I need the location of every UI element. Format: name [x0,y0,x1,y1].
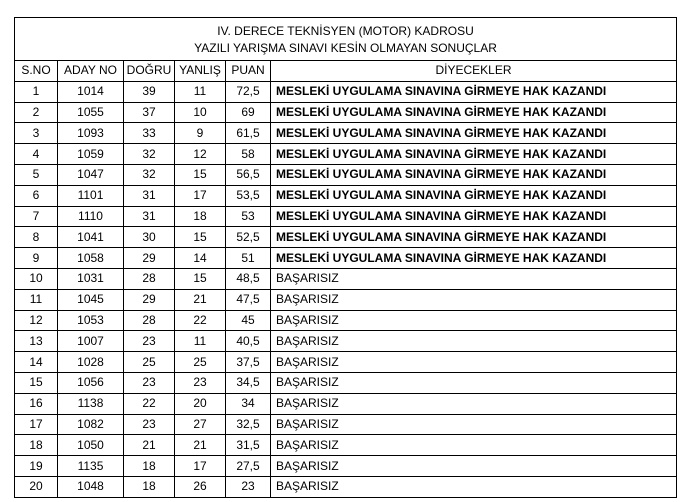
cell-sno: 14 [15,352,58,373]
cell-aday-no: 1093 [58,123,124,144]
header-row [15,61,677,82]
table-row [15,414,677,435]
cell-sno: 15 [15,372,58,393]
cell-yanlis: 27 [175,414,226,435]
cell-puan: 23 [226,476,271,497]
cell-sno: 5 [15,164,58,185]
cell-yanlis: 11 [175,331,226,352]
cell-aday-no: 1031 [58,268,124,289]
cell-yanlis: 23 [175,372,226,393]
table-row [15,102,677,123]
cell-puan: 53 [226,206,271,227]
cell-dogru: 22 [124,393,175,414]
cell-puan: 58 [226,144,271,165]
cell-yanlis: 15 [175,268,226,289]
cell-aday-no: 1056 [58,372,124,393]
cell-dogru: 25 [124,352,175,373]
table-row [15,81,677,102]
table-row [15,164,677,185]
cell-aday-no: 1082 [58,414,124,435]
table-row [15,123,677,144]
cell-yanlis: 22 [175,310,226,331]
table-row [15,227,677,248]
cell-diyecekler: MESLEKİ UYGULAMA SINAVINA GİRMEYE HAK KAZANDI [271,206,677,227]
cell-puan: 45 [226,310,271,331]
title-row [15,18,677,61]
cell-aday-no: 1135 [58,456,124,477]
cell-dogru: 29 [124,289,175,310]
table-row [15,310,677,331]
cell-puan: 51 [226,248,271,269]
cell-puan: 27,5 [226,456,271,477]
cell-yanlis: 18 [175,206,226,227]
table-row [15,289,677,310]
table-row [15,393,677,414]
cell-diyecekler: MESLEKİ UYGULAMA SINAVINA GİRMEYE HAK KAZANDI [271,123,677,144]
cell-sno: 6 [15,185,58,206]
cell-diyecekler: BAŞARISIZ [271,372,677,393]
cell-sno: 9 [15,248,58,269]
cell-sno: 12 [15,310,58,331]
cell-aday-no: 1055 [58,102,124,123]
cell-yanlis: 26 [175,476,226,497]
cell-aday-no: 1041 [58,227,124,248]
title-line-1: IV. DERECE TEKNİSYEN (MOTOR) KADROSU [217,24,474,38]
cell-puan: 47,5 [226,289,271,310]
results-sheet [14,17,677,498]
cell-puan: 32,5 [226,414,271,435]
cell-yanlis: 15 [175,164,226,185]
cell-puan: 52,5 [226,227,271,248]
cell-diyecekler: BAŞARISIZ [271,352,677,373]
cell-sno: 18 [15,435,58,456]
cell-aday-no: 1047 [58,164,124,185]
table-row [15,268,677,289]
cell-sno: 7 [15,206,58,227]
cell-yanlis: 12 [175,144,226,165]
table-row [15,352,677,373]
results-table [14,17,677,498]
column-header-diyecekler: DİYECEKLER [271,61,677,82]
cell-puan: 34,5 [226,372,271,393]
cell-puan: 69 [226,102,271,123]
cell-aday-no: 1138 [58,393,124,414]
cell-dogru: 30 [124,227,175,248]
cell-sno: 1 [15,81,58,102]
table-row [15,372,677,393]
cell-yanlis: 25 [175,352,226,373]
cell-dogru: 33 [124,123,175,144]
cell-yanlis: 21 [175,289,226,310]
cell-dogru: 18 [124,456,175,477]
cell-aday-no: 1050 [58,435,124,456]
cell-aday-no: 1053 [58,310,124,331]
cell-puan: 40,5 [226,331,271,352]
cell-yanlis: 20 [175,393,226,414]
cell-dogru: 39 [124,81,175,102]
cell-yanlis: 15 [175,227,226,248]
cell-dogru: 28 [124,268,175,289]
cell-yanlis: 14 [175,248,226,269]
table-row [15,331,677,352]
cell-yanlis: 11 [175,81,226,102]
cell-dogru: 31 [124,206,175,227]
cell-dogru: 21 [124,435,175,456]
cell-puan: 56,5 [226,164,271,185]
column-header-dogru: DOĞRU [124,61,175,82]
cell-sno: 8 [15,227,58,248]
cell-diyecekler: MESLEKİ UYGULAMA SINAVINA GİRMEYE HAK KAZANDI [271,185,677,206]
cell-sno: 19 [15,456,58,477]
cell-puan: 34 [226,393,271,414]
cell-dogru: 23 [124,372,175,393]
cell-diyecekler: MESLEKİ UYGULAMA SINAVINA GİRMEYE HAK KAZANDI [271,227,677,248]
cell-diyecekler: BAŞARISIZ [271,414,677,435]
cell-puan: 31,5 [226,435,271,456]
cell-sno: 17 [15,414,58,435]
column-header-yanlis: YANLIŞ [175,61,226,82]
cell-diyecekler: BAŞARISIZ [271,289,677,310]
cell-dogru: 23 [124,331,175,352]
cell-dogru: 31 [124,185,175,206]
table-row [15,206,677,227]
cell-diyecekler: BAŞARISIZ [271,476,677,497]
cell-dogru: 29 [124,248,175,269]
cell-yanlis: 17 [175,456,226,477]
cell-diyecekler: BAŞARISIZ [271,435,677,456]
cell-aday-no: 1028 [58,352,124,373]
cell-sno: 2 [15,102,58,123]
cell-yanlis: 9 [175,123,226,144]
cell-aday-no: 1014 [58,81,124,102]
cell-yanlis: 17 [175,185,226,206]
cell-diyecekler: MESLEKİ UYGULAMA SINAVINA GİRMEYE HAK KAZANDI [271,81,677,102]
cell-sno: 4 [15,144,58,165]
table-row [15,248,677,269]
cell-sno: 16 [15,393,58,414]
cell-sno: 11 [15,289,58,310]
cell-diyecekler: BAŞARISIZ [271,310,677,331]
table-row [15,144,677,165]
cell-diyecekler: BAŞARISIZ [271,393,677,414]
cell-puan: 53,5 [226,185,271,206]
cell-dogru: 28 [124,310,175,331]
cell-sno: 13 [15,331,58,352]
cell-sno: 3 [15,123,58,144]
cell-dogru: 37 [124,102,175,123]
table-title [15,18,677,61]
cell-dogru: 32 [124,144,175,165]
cell-aday-no: 1048 [58,476,124,497]
cell-aday-no: 1045 [58,289,124,310]
cell-aday-no: 1110 [58,206,124,227]
column-header-sno: S.NO [15,61,58,82]
table-row [15,476,677,497]
cell-sno: 20 [15,476,58,497]
cell-diyecekler: MESLEKİ UYGULAMA SINAVINA GİRMEYE HAK KAZANDI [271,102,677,123]
table-row [15,435,677,456]
cell-yanlis: 10 [175,102,226,123]
cell-dogru: 32 [124,164,175,185]
cell-diyecekler: BAŞARISIZ [271,331,677,352]
cell-yanlis: 21 [175,435,226,456]
cell-sno: 10 [15,268,58,289]
cell-puan: 37,5 [226,352,271,373]
cell-diyecekler: MESLEKİ UYGULAMA SINAVINA GİRMEYE HAK KAZANDI [271,164,677,185]
cell-diyecekler: MESLEKİ UYGULAMA SINAVINA GİRMEYE HAK KAZANDI [271,248,677,269]
table-row [15,456,677,477]
column-header-aday-no: ADAY NO [58,61,124,82]
cell-dogru: 18 [124,476,175,497]
cell-aday-no: 1007 [58,331,124,352]
cell-diyecekler: BAŞARISIZ [271,456,677,477]
title-line-2: YAZILI YARIŞMA SINAVI KESİN OLMAYAN SONUÇLAR [194,41,497,55]
cell-puan: 61,5 [226,123,271,144]
cell-aday-no: 1101 [58,185,124,206]
cell-dogru: 23 [124,414,175,435]
column-header-puan: PUAN [226,61,271,82]
cell-diyecekler: MESLEKİ UYGULAMA SINAVINA GİRMEYE HAK KAZANDI [271,144,677,165]
cell-aday-no: 1059 [58,144,124,165]
cell-aday-no: 1058 [58,248,124,269]
table-row [15,185,677,206]
table-body [15,81,677,497]
cell-diyecekler: BAŞARISIZ [271,268,677,289]
cell-puan: 72,5 [226,81,271,102]
cell-puan: 48,5 [226,268,271,289]
